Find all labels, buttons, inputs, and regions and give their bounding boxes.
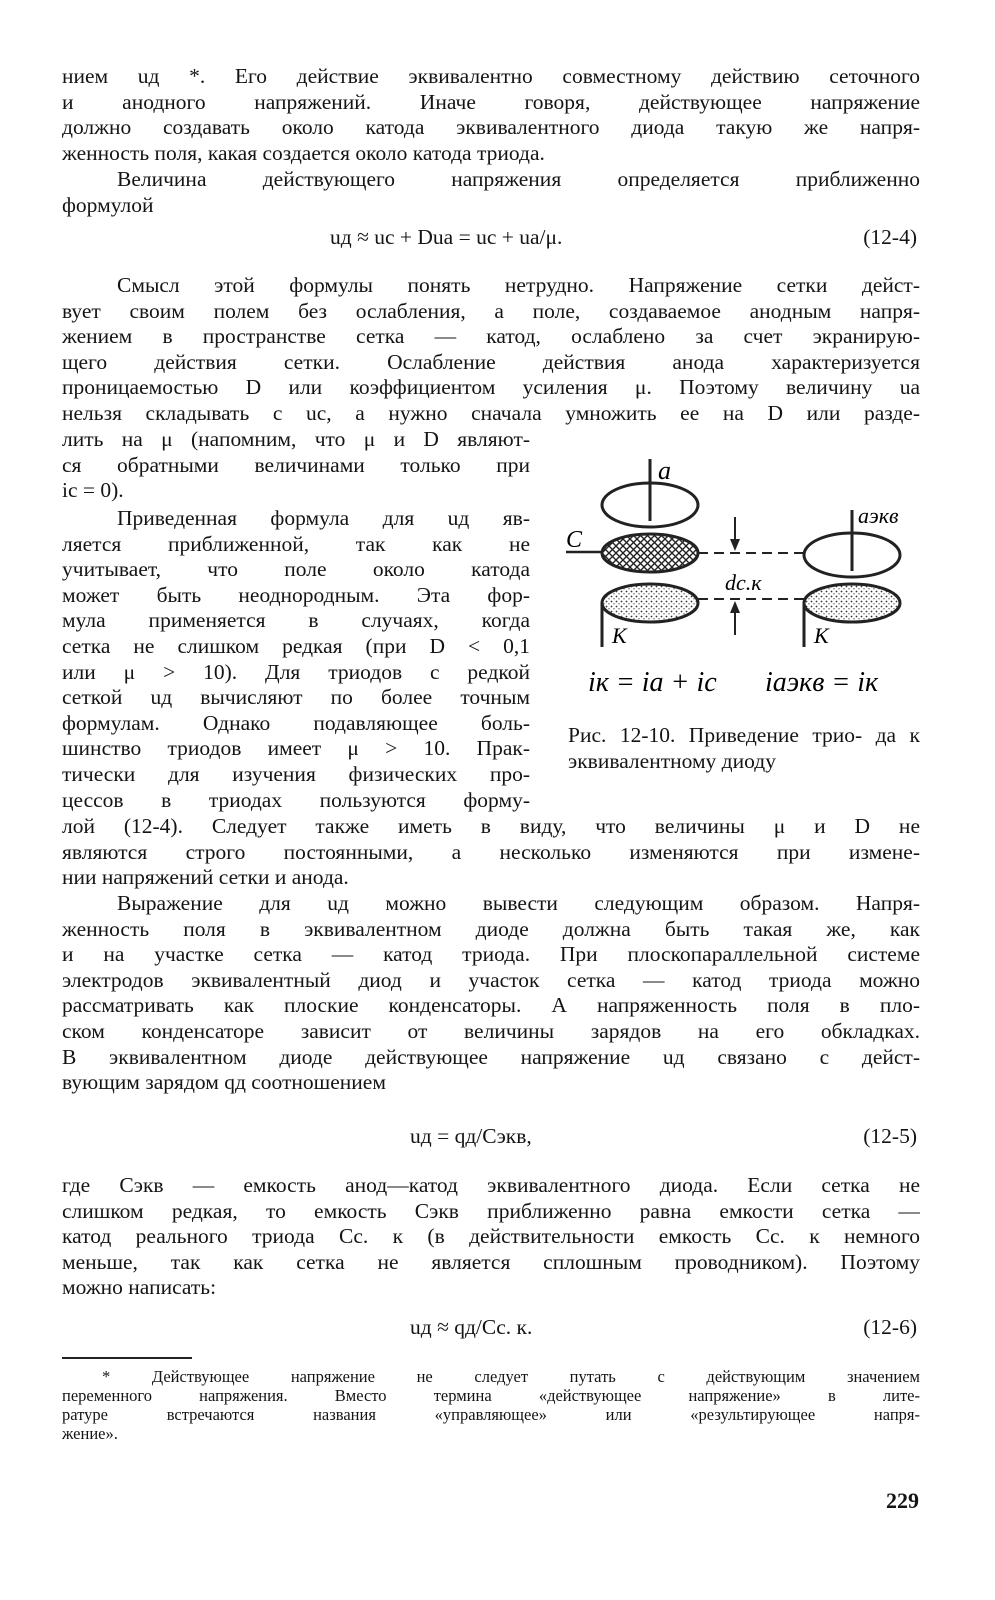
footnote-rule	[62, 1357, 192, 1359]
text-line: нии напряжений сетки и анода.	[62, 865, 349, 890]
footnote	[62, 1367, 920, 1443]
text-line: формулам. Однако подавляющее боль-	[62, 710, 530, 735]
text-line: электродов эквивалентный диод и участок сетка — катод триода можно	[62, 967, 920, 992]
paragraph-3-continued	[62, 427, 530, 504]
current-equation-left: iк = iа + iс	[588, 667, 717, 698]
text-line: проницаемостью D или коэффициентом усиления μ. Поэтому величину uа	[62, 375, 920, 400]
paragraph-5	[62, 891, 920, 1096]
text-line: должно создавать около катода эквивалентного диода такую же напря-	[62, 115, 920, 140]
equation-12-5: uд = qд/Cэкв,	[410, 1124, 532, 1148]
paragraph-1	[62, 64, 920, 166]
text-line: и анодного напряжений. Иначе говоря, действующее напряжение	[62, 89, 920, 114]
equation-number: (12-4)	[863, 225, 917, 249]
grid-electrode	[602, 534, 698, 572]
text-line: рассматривать как плоские конденсаторы. А напряженность поля в пло-	[62, 993, 920, 1018]
page-number: 229	[886, 1488, 919, 1513]
cathode-label-right: K	[814, 623, 829, 648]
anode-label: a	[658, 456, 671, 485]
figure-triode-equivalent-diode	[560, 455, 920, 755]
equation-12-4: uд ≈ uс + Duа = uс + uа/μ.	[330, 225, 563, 249]
current-equation-right: iаэкв = iк	[765, 667, 879, 698]
cathode-label-left: K	[612, 623, 627, 648]
arrowhead-up	[730, 601, 740, 613]
text-line: цессов в триодах пользуются форму-	[62, 787, 530, 812]
text-line: ском конденсаторе зависит от величины зарядов на его обкладках.	[62, 1018, 920, 1043]
equation-number: (12-6)	[863, 1315, 917, 1339]
text-line: шинство триодов имеет μ > 10. Прак-	[62, 736, 530, 761]
equivalent-cathode-electrode	[804, 584, 900, 622]
cathode-electrode	[602, 584, 698, 622]
text-line: Выражение для uд можно вывести следующим образом. Напря-	[117, 891, 920, 915]
text-line: можно написать:	[62, 1275, 217, 1300]
text-line: жением в пространстве сетка — катод, ослаблено за счет экранирую-	[62, 324, 920, 349]
text-line: или μ > 10). Для триодов с редкой	[62, 659, 530, 684]
text-line: тически для изучения физических про-	[62, 761, 530, 786]
distance-label: dс.к	[725, 570, 762, 595]
text-line: вующим зарядом qд соотношением	[62, 1070, 386, 1095]
text-line: лить на μ (напомним, что μ и D являют-	[62, 427, 530, 451]
text-line: Смысл этой формулы понять нетрудно. Напряжение сетки дейст-	[117, 273, 920, 297]
text-line: формулой	[62, 192, 154, 217]
equation-number: (12-5)	[863, 1124, 917, 1148]
footnote-line: жение».	[62, 1424, 118, 1443]
text-line: лой (12-4). Следует также иметь в виду, что величины μ и D не	[62, 814, 920, 838]
text-line: учитывает, что поле около катода	[62, 557, 530, 582]
equivalent-anode-label: aэкв	[858, 503, 899, 528]
paragraph-4-continued	[62, 814, 920, 891]
text-line: сеткой uд вычисляют по более точным	[62, 685, 530, 710]
text-line: и на участке сетка — катод триода. При плоскопараллельной системе	[62, 942, 920, 967]
footnote-line: переменного напряжения. Вместо термина «действующее напряжение» в лите-	[62, 1386, 920, 1405]
footnote-line: * Действующее напряжение не следует путать с действующим значением	[102, 1367, 920, 1386]
paragraph-3	[62, 273, 920, 427]
text-line: iс = 0).	[62, 478, 124, 503]
paragraph-4	[62, 506, 530, 813]
paragraph-2	[62, 167, 920, 218]
text-line: слишком редкая, то емкость Cэкв приближенно равна емкости сетка —	[62, 1198, 920, 1223]
text-line: нельзя складывать с uс, а нужно сначала умножить ее на D или разде-	[62, 400, 920, 425]
equation-12-6: uд ≈ qд/Cс. к.	[410, 1315, 533, 1339]
text-line: щего действия сетки. Ослабление действия анода характеризуется	[62, 349, 920, 374]
text-line: Величина действующего напряжения определяется приближенно	[117, 167, 920, 191]
figure-caption: Рис. 12-10. Приведение трио- да к эквивалентному диоду	[568, 723, 920, 773]
footnote-line: ратуре встречаются названия «управляющее» или «результирующее напря-	[62, 1405, 920, 1424]
arrowhead-down	[730, 539, 740, 551]
text-line: вует своим полем без ослабления, а поле, создаваемое анодным напря-	[62, 298, 920, 323]
text-line: где Cэкв — емкость анод—катод эквивалентного диода. Если сетка не	[62, 1173, 920, 1197]
text-line: может быть неоднородным. Эта фор-	[62, 582, 530, 607]
text-line: ляется приближенной, так как не	[62, 531, 530, 556]
grid-label: C	[566, 527, 583, 553]
text-line: нием uд *. Его действие эквивалентно совместному действию сеточного	[62, 64, 920, 88]
text-line: В эквивалентном диоде действующее напряжение uд связано с дейст-	[62, 1044, 920, 1069]
text-line: сетка не слишком редкая (при D < 0,1	[62, 633, 530, 658]
text-line: являются строго постоянными, а несколько изменяются при измене-	[62, 839, 920, 864]
text-line: мула применяется в случаях, когда	[62, 608, 530, 633]
text-line: ся обратными величинами только при	[62, 452, 530, 477]
text-line: меньше, так как сетка не является сплошным проводником). Поэтому	[62, 1249, 920, 1274]
text-line: катод реального триода Cс. к (в действительности емкость Cс. к немного	[62, 1224, 920, 1249]
paragraph-6	[62, 1173, 920, 1301]
text-line: Приведенная формула для uд яв-	[117, 506, 530, 530]
text-line: женность поля в эквивалентном диоде должна быть такая же, как	[62, 916, 920, 941]
text-line: женность поля, какая создается около катода триода.	[62, 140, 545, 165]
